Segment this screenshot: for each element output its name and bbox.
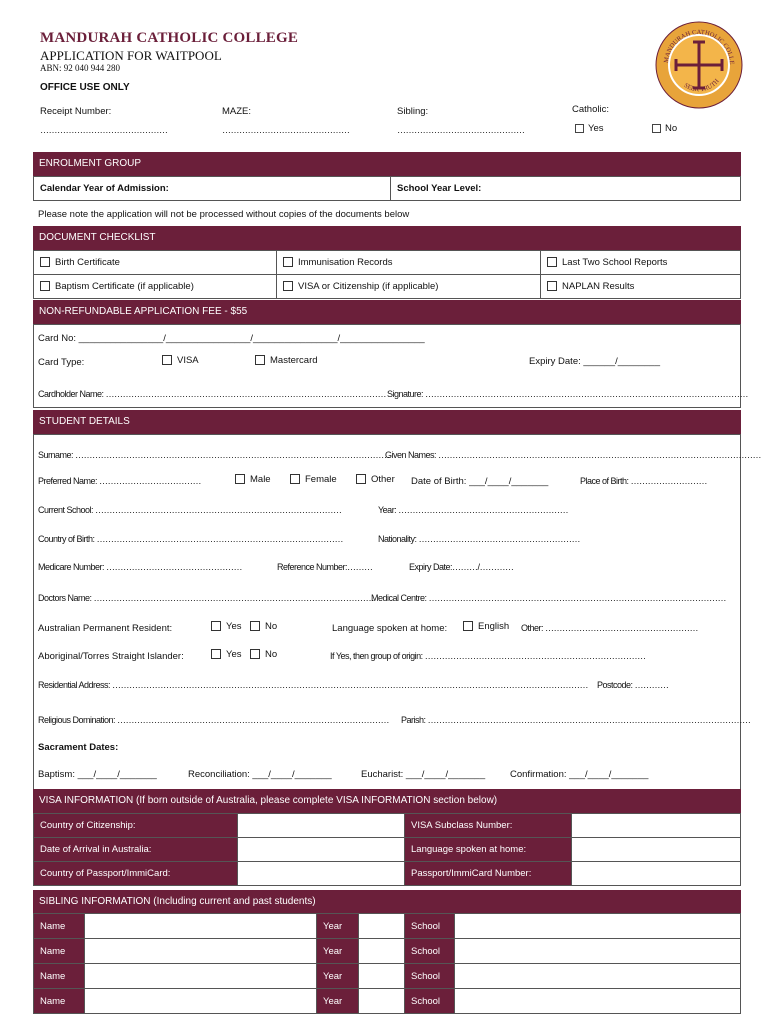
sibling-school-label: School — [405, 939, 455, 964]
enrolment-group-header: ENROLMENT GROUP — [33, 152, 741, 176]
visa-passport-country-input[interactable] — [238, 862, 405, 886]
receipt-field[interactable]: ……………………………………… — [40, 125, 168, 135]
aboriginal-label: Aboriginal/Torres Straight Islander: — [38, 651, 184, 662]
sibling-information-header: SIBLING INFORMATION (Including current and past students) — [33, 889, 741, 913]
eucharist-date-field[interactable]: Eucharist: ___/____/_______ — [361, 769, 486, 780]
checkbox-icon[interactable] — [235, 474, 245, 484]
aus-resident-yes[interactable]: Yes — [211, 621, 242, 632]
checkbox-icon[interactable] — [255, 355, 265, 365]
checkbox-icon[interactable] — [575, 124, 584, 133]
checkbox-icon[interactable] — [463, 621, 473, 631]
residential-address-field[interactable]: Residential Address: …………………………………………………………………………………………………………………………………………………… — [38, 680, 589, 690]
sibling-name-label: Name — [34, 989, 85, 1014]
medicare-expiry-field[interactable]: Expiry Date:………/………… — [409, 562, 514, 572]
documents-note: Please note the application will not be processed without copies of the documents below — [38, 209, 410, 220]
checklist-naplan[interactable]: NAPLAN Results — [541, 275, 741, 299]
card-type-label: Card Type: — [38, 357, 85, 368]
signature-field[interactable]: Signature: …………………………………………………………………………………………………… — [387, 389, 749, 399]
sibling-school-input[interactable] — [455, 964, 741, 989]
sibling-year-input[interactable] — [359, 964, 405, 989]
checkbox-icon[interactable] — [547, 257, 557, 267]
card-number-field[interactable]: Card No: ________________/________________/________________/________________ — [38, 333, 425, 344]
confirmation-date-field[interactable]: Confirmation: ___/____/_______ — [510, 769, 649, 780]
sibling-name-label: Name — [34, 914, 85, 939]
parish-field[interactable]: Parish: …………………………………………………………………………………………………… — [401, 715, 751, 725]
sibling-field[interactable]: ……………………………………… — [397, 125, 525, 135]
sibling-school-label: School — [405, 964, 455, 989]
checkbox-icon[interactable] — [283, 257, 293, 267]
student-section — [33, 434, 762, 790]
college-logo — [654, 20, 744, 110]
logo-top-text: MANDURAH CATHOLIC COLLE — [662, 28, 736, 65]
country-of-birth-field[interactable]: Country of Birth: …………………………………………………………………………… — [38, 534, 344, 544]
checkbox-icon[interactable] — [283, 281, 293, 291]
checklist-immunisation[interactable]: Immunisation Records — [277, 251, 541, 275]
visa-language-input[interactable] — [572, 838, 741, 862]
visa-passport-number-input[interactable] — [572, 862, 741, 886]
document-checklist-header: DOCUMENT CHECKLIST — [33, 226, 741, 250]
reference-number-field[interactable]: Reference Number:……… — [277, 562, 373, 572]
cardholder-field[interactable]: Cardholder Name: ……………………………………………………………………………………… — [38, 389, 387, 399]
sibling-year-label: Year — [317, 914, 359, 939]
preferred-name-field[interactable]: Preferred Name: ……………………………… — [38, 476, 202, 486]
checklist-visa[interactable]: VISA or Citizenship (if applicable) — [277, 275, 541, 299]
visa-passport-number-label: Passport/ImmiCard Number: — [405, 862, 572, 886]
checklist-school-reports[interactable]: Last Two School Reports — [541, 251, 741, 275]
aus-resident-label: Australian Permanent Resident: — [38, 623, 173, 634]
sibling-year-input[interactable] — [359, 939, 405, 964]
current-school-field[interactable]: Current School: …………………………………………………………………………… — [38, 505, 342, 515]
visa-subclass-input[interactable] — [572, 814, 741, 838]
abn: ABN: 92 040 944 280 — [40, 63, 121, 73]
doctors-name-field[interactable]: Doctors Name: ……………………………………………………………………………………… — [38, 593, 375, 603]
form-title: APPLICATION FOR WAITPOOL — [40, 48, 222, 63]
maze-label: MAZE: — [222, 106, 252, 117]
sibling-name-input[interactable] — [85, 964, 317, 989]
calendar-year-field[interactable]: Calendar Year of Admission: — [34, 177, 391, 201]
medical-centre-field[interactable]: Medical Centre: …………………………………………………………………………………………… — [371, 593, 727, 603]
medicare-field[interactable]: Medicare Number: ………………………………………… — [38, 562, 243, 572]
gender-female[interactable]: Female — [290, 474, 337, 485]
checklist-birth-certificate[interactable]: Birth Certificate — [34, 251, 277, 275]
surname-field[interactable]: Surname: ………………………………………………………………………………………………… — [38, 450, 390, 460]
visa-country-citizenship-label: Country of Citizenship: — [34, 814, 238, 838]
sibling-label: Sibling: — [397, 106, 429, 117]
school-year-field[interactable]: School Year Level: — [391, 177, 741, 201]
sibling-year-label: Year — [317, 964, 359, 989]
checkbox-icon[interactable] — [547, 281, 557, 291]
sibling-school-input[interactable] — [455, 914, 741, 939]
maze-field[interactable]: ……………………………………… — [222, 125, 350, 135]
college-name: MANDURAH CATHOLIC COLLEGE — [40, 30, 299, 46]
sibling-name-label: Name — [34, 939, 85, 964]
sibling-year-input[interactable] — [359, 914, 405, 939]
dob-field[interactable]: Date of Birth: ___/____/_______ — [411, 476, 549, 487]
nationality-field[interactable]: Nationality: ………………………………………………… — [378, 534, 581, 544]
student-details-header: STUDENT DETAILS — [33, 410, 741, 434]
aus-resident-no[interactable]: No — [250, 621, 277, 632]
visa-arrival-date-label: Date of Arrival in Australia: — [34, 838, 238, 862]
language-home-label: Language spoken at home: — [332, 623, 448, 634]
checkbox-icon[interactable] — [211, 649, 221, 659]
sibling-school-label: School — [405, 989, 455, 1014]
checkbox-icon[interactable] — [40, 281, 50, 291]
catholic-label: Catholic: — [572, 104, 609, 115]
language-other-field[interactable]: Other: ……………………………………………… — [521, 623, 699, 633]
sibling-year-label: Year — [317, 989, 359, 1014]
checkbox-icon[interactable] — [290, 474, 300, 484]
checkbox-icon[interactable] — [250, 649, 260, 659]
receipt-label: Receipt Number: — [40, 106, 112, 117]
sibling-school-input[interactable] — [455, 989, 741, 1014]
sibling-name-label: Name — [34, 964, 85, 989]
sibling-school-input[interactable] — [455, 939, 741, 964]
sibling-school-label: School — [405, 914, 455, 939]
card-type-mastercard[interactable]: Mastercard — [255, 355, 318, 366]
visa-passport-country-label: Country of Passport/ImmiCard: — [34, 862, 238, 886]
visa-subclass-label: VISA Subclass Number: — [405, 814, 572, 838]
sibling-name-input[interactable] — [85, 939, 317, 964]
logo-bottom-text: SEEK TRUTH — [682, 77, 721, 94]
baptism-date-field[interactable]: Baptism: ___/____/_______ — [38, 769, 157, 780]
reconciliation-date-field[interactable]: Reconciliation: ___/____/_______ — [188, 769, 332, 780]
sacrament-dates-label: Sacrament Dates: — [38, 742, 119, 753]
sibling-year-label: Year — [317, 939, 359, 964]
card-expiry-field[interactable]: Expiry Date: ______/________ — [529, 356, 660, 367]
postcode-field[interactable]: Postcode: ………… — [597, 680, 669, 690]
group-of-origin-field[interactable]: If Yes, then group of origin: …………………………………………………………………… — [330, 651, 646, 661]
checkbox-icon[interactable] — [40, 257, 50, 267]
language-english[interactable]: English — [463, 621, 509, 632]
sibling-name-input[interactable] — [85, 914, 317, 939]
gender-other[interactable]: Other — [356, 474, 395, 485]
office-use-heading: OFFICE USE ONLY — [40, 82, 130, 93]
checkbox-icon[interactable] — [652, 124, 661, 133]
checkbox-icon[interactable] — [250, 621, 260, 631]
visa-information-header: VISA INFORMATION (If born outside of Australia, please complete VISA INFORMATION section below) — [33, 789, 741, 813]
card-type-visa[interactable]: VISA — [162, 355, 199, 366]
visa-arrival-date-input[interactable] — [238, 838, 405, 862]
year-field[interactable]: Year: …………………………………………………… — [378, 505, 569, 515]
gender-male[interactable]: Male — [235, 474, 271, 485]
checkbox-icon[interactable] — [162, 355, 172, 365]
catholic-no[interactable]: No — [652, 123, 677, 134]
application-fee-header: NON-REFUNDABLE APPLICATION FEE - $55 — [33, 300, 741, 324]
checklist-baptism[interactable]: Baptism Certificate (if applicable) — [34, 275, 277, 299]
sibling-year-input[interactable] — [359, 989, 405, 1014]
visa-country-citizenship-input[interactable] — [238, 814, 405, 838]
visa-language-label: Language spoken at home: — [405, 838, 572, 862]
catholic-yes[interactable]: Yes — [575, 123, 604, 134]
checkbox-icon[interactable] — [211, 621, 221, 631]
sibling-name-input[interactable] — [85, 989, 317, 1014]
given-names-field[interactable]: Given Names: …………………………………………………………………………………………………… — [385, 450, 762, 460]
aboriginal-no[interactable]: No — [250, 649, 277, 660]
place-of-birth-field[interactable]: Place of Birth: ……………………… — [580, 476, 708, 486]
religious-denomination-field[interactable]: Religious Domination: …………………………………………………………………………………… — [38, 715, 390, 725]
aboriginal-yes[interactable]: Yes — [211, 649, 242, 660]
checkbox-icon[interactable] — [356, 474, 366, 484]
